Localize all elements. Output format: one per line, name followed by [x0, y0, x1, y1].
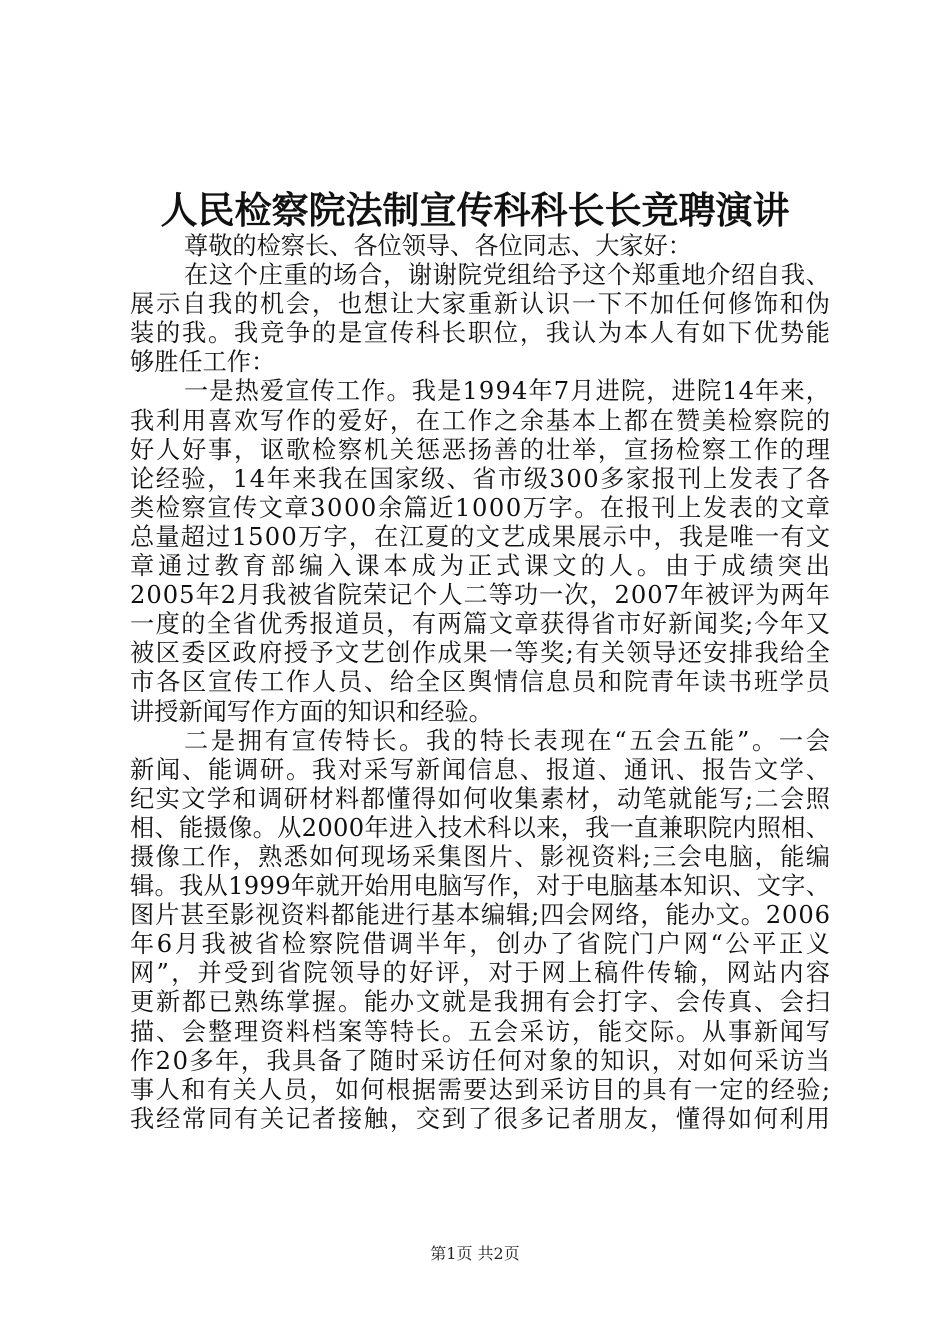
text-line: 二是拥有宣传特长。我的特长表现在“五会五能”。一会	[184, 726, 833, 755]
text-line: 一度的全省优秀报道员，有两篇文章获得省市好新闻奖;今年又	[130, 610, 832, 639]
text-line: 纪实文学和调研材料都懂得如何收集素材，动笔就能写;二会照	[130, 784, 832, 813]
text-line: 够胜任工作：	[130, 348, 276, 377]
text-line: 新闻、能调研。我对采写新闻信息、报道、通讯、报告文学、	[130, 755, 832, 784]
text-line: 描、会整理资料档案等特长。五会采访，能交际。从事新闻写	[130, 1017, 832, 1046]
text-line: 章通过教育部编入课本成为正式课文的人。由于成绩突出	[130, 552, 834, 581]
text-line: 我经常同有关记者接触，交到了很多记者朋友，懂得如何利用	[130, 1104, 832, 1133]
text-line: 2005年2月我被省院荣记个人二等功一次，2007年被评为两年	[130, 581, 831, 610]
text-line: 被区委区政府授予文艺创作成果一等奖;有关领导还安排我给全	[130, 639, 832, 668]
text-line: 图片甚至影视资料都能进行基本编辑;四会网络，能办文。2006	[130, 901, 831, 930]
text-line: 装的我。我竞争的是宣传科长职位，我认为本人有如下优势能	[130, 319, 832, 348]
text-line: 好人好事，讴歌检察机关惩恶扬善的壮举，宣扬检察工作的理	[130, 435, 832, 464]
text-line: 尊敬的检察长、各位领导、各位同志、大家好：	[184, 232, 692, 260]
text-line: 我利用喜欢写作的爱好，在工作之余基本上都在赞美检察院的	[130, 406, 832, 435]
text-line: 年6月我被省检察院借调半年，创办了省院门户网“公平正义	[130, 930, 833, 959]
text-line: 讲授新闻写作方面的知识和经验。	[130, 697, 493, 726]
text-line: 总量超过1500万字，在江夏的文艺成果展示中，我是唯一有文	[130, 522, 832, 551]
text-line: 在这个庄重的场合，谢谢院党组给予这个郑重地介绍自我、	[184, 261, 831, 290]
text-line: 类检察宣传文章3000余篇近1000万字。在报刊上发表的文章	[130, 493, 832, 522]
page-footer: 第1页 共2页	[430, 1244, 520, 1263]
text-line: 展示自我的机会，也想让大家重新认识一下不加任何修饰和伪	[130, 290, 832, 319]
text-line: 作20多年，我具备了随时采访任何对象的知识，对如何采访当	[130, 1046, 832, 1075]
text-line: 网”，并受到省院领导的好评，对于网上稿件传输，网站内容	[130, 959, 833, 988]
text-line: 市各区宣传工作人员、给全区舆情信息员和院青年读书班学员	[130, 668, 832, 697]
body-text	[130, 232, 834, 1134]
text-line: 事人和有关人员，如何根据需要达到采访目的具有一定的经验;	[130, 1075, 832, 1104]
text-line: 一是热爱宣传工作。我是1994年7月进院，进院14年来，	[184, 377, 832, 406]
page-title: 人民检察院法制宣传科科长长竞聘演讲	[160, 188, 790, 232]
text-line: 论经验，14年来我在国家级、省市级300多家报刊上发表了各	[130, 464, 832, 493]
text-line: 摄像工作，熟悉如何现场采集图片、影视资料;三会电脑，能编	[130, 842, 832, 871]
text-line: 更新都已熟练掌握。能办文就是我拥有会打字、会传真、会扫	[130, 988, 832, 1017]
text-line: 相、能摄像。从2000年进入技术科以来，我一直兼职院内照相、	[130, 813, 831, 842]
text-line: 辑。我从1999年就开始用电脑写作，对于电脑基本知识、文字、	[130, 872, 831, 901]
